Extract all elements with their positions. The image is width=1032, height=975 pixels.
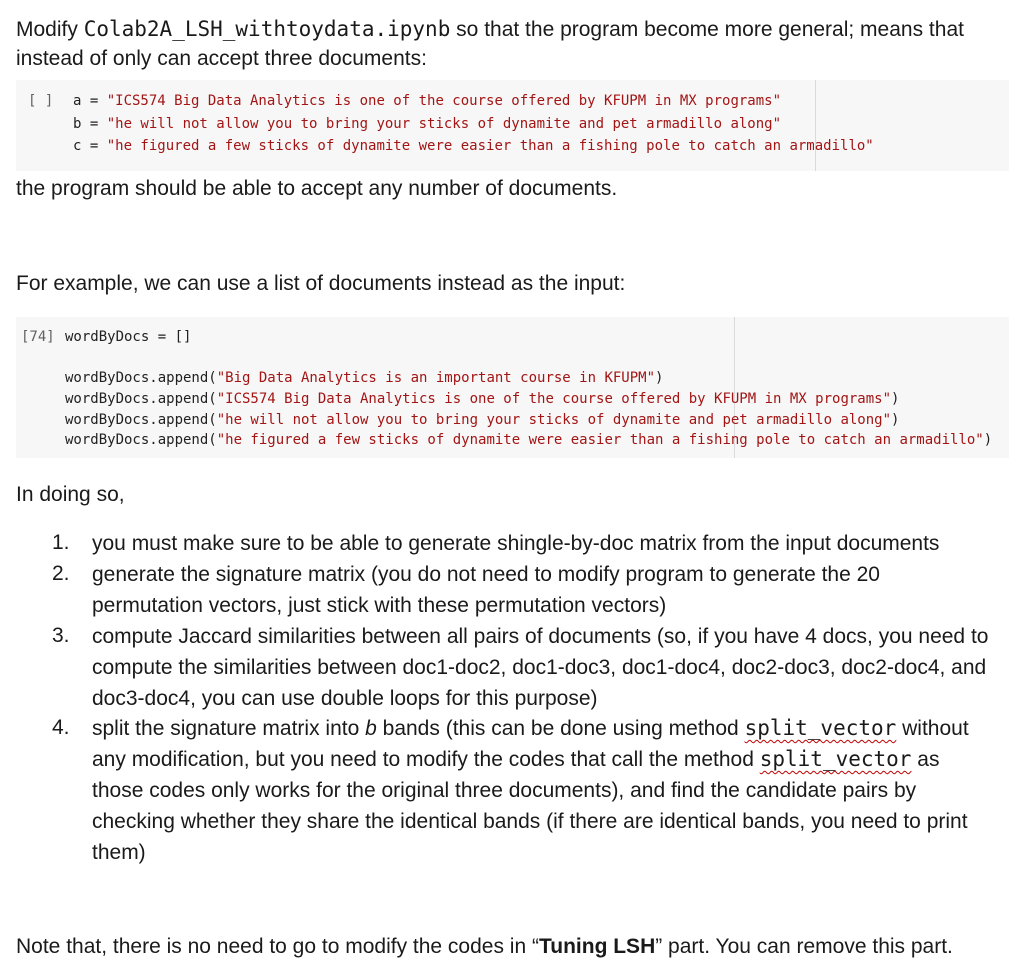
tuning-lsh-label: Tuning LSH: [538, 935, 656, 958]
cell-prompt: [74]: [21, 329, 55, 345]
intro-text: Modify: [16, 18, 84, 41]
code-line-init: wordByDocs = []: [65, 329, 192, 345]
paragraph-any-number: the program should be able to accept any number of documents.: [16, 177, 618, 200]
list-item: split the signature matrix into b bands (this can be done using method split_vector without any modification, but you need to modify the codes that call the method split_vector as those codes only works for the original three documents), and find the candidate pairs by checking whether they share the identical bands (if there are identical bands, you need to print them): [92, 716, 969, 864]
list-item: you must make sure to be able to generate shingle-by-doc matrix from the input documents: [92, 532, 940, 555]
ruler-line: [815, 80, 816, 171]
method-name: split_vector: [759, 747, 912, 771]
code-line-append: wordByDocs.append("he will not allow you to bring your sticks of dynamite and pet armadillo along"): [65, 412, 900, 428]
code-line-append: wordByDocs.append("he figured a few sticks of dynamite were easier than a fishing pole to catch an armadillo"): [65, 432, 993, 448]
method-name: split_vector: [744, 716, 897, 740]
intro-line-1: [16, 14, 964, 45]
intro-text-cont: so that the program become more general; means that: [450, 18, 964, 41]
code-line-append: wordByDocs.append("ICS574 Big Data Analytics is one of the course offered by KFUPM in MX programs"): [65, 391, 900, 407]
intro-line-2: instead of only can accept three documents:: [16, 47, 427, 70]
code-line-append: wordByDocs.append("Big Data Analytics is an important course in KFUPM"): [65, 370, 664, 386]
code-line-a: a = "ICS574 Big Data Analytics is one of the course offered by KFUPM in MX programs": [73, 93, 782, 109]
note-paragraph: Note that, there is no need to go to modify the codes in “Tuning LSH” part. You can remove this part.: [16, 935, 953, 958]
code-line-b: b = "he will not allow you to bring your sticks of dynamite and pet armadillo along": [73, 116, 782, 132]
code-cell-wordbydocs[interactable]: [16, 317, 1009, 458]
list-number: 3.: [52, 624, 70, 647]
cell-prompt: [ ]: [28, 93, 54, 109]
variable-b: b: [365, 717, 377, 740]
code-line-c: c = "he figured a few sticks of dynamite were easier than a fishing pole to catch an armadillo": [73, 138, 874, 154]
list-number: 2.: [52, 562, 70, 585]
notebook-filename: Colab2A_LSH_withtoydata.ipynb: [83, 17, 451, 41]
list-item: compute Jaccard similarities between all pairs of documents (so, if you have 4 docs, you need to compute the similarities between doc1-doc2, doc1-doc3, doc1-doc4, doc2-doc3, doc2-doc4, and doc3-doc4, you can use double loops for this purpose): [92, 625, 989, 710]
list-number: 4.: [52, 716, 70, 739]
list-number: 1.: [52, 531, 70, 554]
list-item: generate the signature matrix (you do not need to modify program to generate the 20 permutation vectors, just stick with these permutation vectors): [92, 563, 880, 617]
paragraph-in-doing-so: In doing so,: [16, 483, 125, 506]
code-cell-abc[interactable]: [16, 80, 1009, 171]
paragraph-example: For example, we can use a list of documents instead as the input:: [16, 272, 626, 295]
